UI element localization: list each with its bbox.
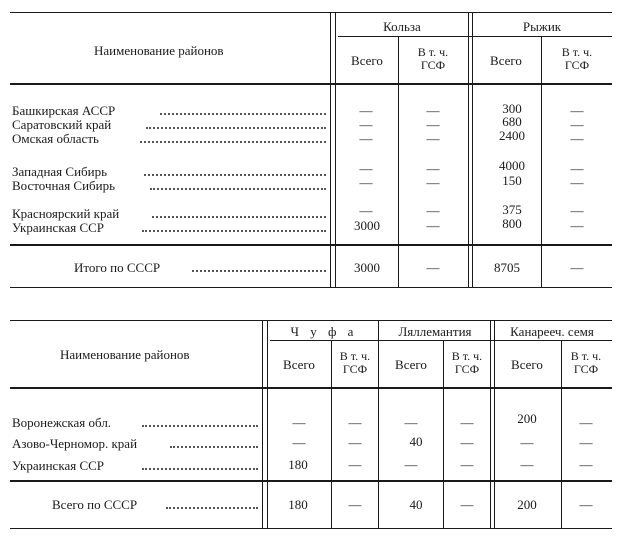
region-name: Саратовский край	[12, 117, 112, 132]
top-rule	[10, 320, 612, 321]
cell-value: —	[359, 203, 373, 218]
total-value: —	[426, 260, 440, 275]
cell-value: —	[359, 161, 373, 176]
cell-value: —	[404, 457, 418, 472]
cell-value: —	[426, 117, 440, 132]
total-value: 200	[517, 497, 537, 512]
group-header-lallemantia: Ляллемантия	[398, 324, 472, 339]
total-value: —	[570, 260, 584, 275]
region-name: Красноярский край	[12, 206, 120, 221]
cell-value: 4000	[499, 158, 525, 173]
dot-leader	[170, 446, 258, 448]
cell-value: —	[579, 457, 593, 472]
cell-value: —	[460, 435, 474, 450]
col-divider	[398, 36, 399, 288]
total-value: —	[579, 497, 593, 512]
cell-value: 150	[502, 173, 522, 188]
cell-value: 2400	[499, 128, 525, 143]
region-name: Башкирская АССР	[12, 103, 116, 118]
total-top-rule	[10, 480, 612, 482]
region-name: Украинская ССР	[12, 458, 105, 473]
col-divider	[494, 320, 495, 529]
cell-value: —	[426, 131, 440, 146]
cell-value: —	[579, 435, 593, 450]
total-value: 40	[409, 497, 423, 512]
total-value: 180	[288, 497, 308, 512]
cell-value: —	[348, 457, 362, 472]
cell-value: —	[520, 457, 534, 472]
cell-value: —	[579, 415, 593, 430]
cell-value: —	[570, 103, 584, 118]
dot-leader	[142, 230, 326, 232]
top-rule	[10, 12, 612, 13]
col-divider	[561, 340, 562, 529]
cell-value: —	[292, 415, 306, 430]
cell-value: —	[348, 435, 362, 450]
cell-value: —	[426, 175, 440, 190]
subheader-gsf: ГСФ	[420, 58, 446, 72]
group-header-ryzhik: Рыжик	[522, 19, 562, 34]
subheader-gsf: ГСФ	[573, 362, 599, 376]
cell-value: —	[460, 415, 474, 430]
cell-value: —	[426, 103, 440, 118]
dot-leader	[166, 507, 258, 509]
dot-leader	[140, 141, 326, 143]
region-column-header: Наименование районов	[60, 347, 190, 362]
dot-leader	[142, 468, 258, 470]
cell-value: 800	[502, 216, 522, 231]
group-sub-rule	[338, 36, 612, 37]
dot-leader	[150, 188, 326, 190]
cell-value: —	[292, 435, 306, 450]
region-name: Воронежская обл.	[12, 415, 112, 430]
region-column-header: Наименование районов	[94, 43, 224, 58]
subheader-total: Всего	[511, 357, 543, 372]
cell-value: —	[426, 218, 440, 233]
cell-value: 3000	[354, 218, 380, 233]
group-header-kolza: Кольза	[383, 19, 421, 34]
col-divider	[378, 320, 379, 529]
cell-value: 200	[517, 411, 537, 426]
col-divider	[468, 12, 469, 288]
header-bottom-rule	[10, 83, 612, 85]
col-divider	[443, 340, 444, 529]
col-divider	[490, 320, 491, 529]
total-value: 3000	[354, 260, 380, 275]
subheader-total: Всего	[283, 357, 315, 372]
subheader-gsf: В т. ч.	[339, 349, 371, 363]
cell-value: —	[520, 435, 534, 450]
cell-value: —	[404, 415, 418, 430]
subheader-gsf: ГСФ	[454, 362, 480, 376]
region-name: Омская область	[12, 131, 99, 146]
cell-value: —	[570, 218, 584, 233]
total-label: Итого по СССР	[74, 260, 161, 275]
subheader-gsf: В т. ч.	[570, 349, 602, 363]
total-bottom-rule	[10, 528, 612, 529]
subheader-gsf: ГСФ	[564, 58, 590, 72]
col-divider	[541, 36, 542, 288]
subheader-gsf: ГСФ	[342, 362, 368, 376]
group-header-canary-seed: Канарееч. семя	[510, 324, 594, 339]
subheader-total: Всего	[351, 53, 383, 68]
region-name: Западная Сибирь	[12, 164, 108, 179]
total-label: Всего по СССР	[52, 497, 138, 512]
cell-value: —	[570, 203, 584, 218]
dot-leader	[146, 127, 326, 129]
cell-value: —	[359, 103, 373, 118]
cell-value: —	[460, 457, 474, 472]
dot-leader	[160, 113, 326, 115]
cell-value: —	[426, 161, 440, 176]
col-divider	[330, 12, 331, 288]
subheader-gsf: В т. ч.	[451, 349, 483, 363]
region-name: Азово-Черномор. край	[12, 436, 138, 451]
cell-value: —	[348, 415, 362, 430]
subheader-total: Всего	[395, 357, 427, 372]
cell-value: —	[570, 175, 584, 190]
dot-leader	[152, 216, 326, 218]
col-divider	[331, 340, 332, 529]
col-divider	[267, 320, 268, 529]
group-header-chufa: Ч у ф а	[290, 324, 358, 339]
total-value: 8705	[494, 260, 520, 275]
cell-value: 680	[502, 114, 522, 129]
total-value: —	[460, 497, 474, 512]
dot-leader	[192, 270, 326, 272]
cell-value: 300	[502, 101, 522, 116]
cell-value: 375	[502, 202, 522, 217]
cell-value: —	[570, 117, 584, 132]
subheader-total: Всего	[490, 53, 522, 68]
cell-value: —	[426, 203, 440, 218]
cell-value: 180	[288, 457, 308, 472]
col-divider	[262, 320, 263, 529]
cell-value: —	[359, 131, 373, 146]
cell-value: —	[359, 175, 373, 190]
col-divider	[335, 12, 336, 288]
cell-value: —	[570, 131, 584, 146]
region-name: Восточная Сибирь	[12, 178, 116, 193]
dot-leader	[144, 174, 326, 176]
cell-value: —	[359, 117, 373, 132]
total-value: —	[348, 497, 362, 512]
dot-leader	[142, 425, 258, 427]
header-bottom-rule	[10, 387, 612, 389]
total-top-rule	[10, 244, 612, 246]
cell-value: 40	[409, 434, 423, 449]
subheader-gsf: В т. ч.	[561, 45, 593, 59]
total-bottom-rule	[10, 287, 612, 288]
subheader-gsf: В т. ч.	[417, 45, 449, 59]
cell-value: —	[570, 161, 584, 176]
col-divider	[472, 12, 473, 288]
region-name: Украинская ССР	[12, 220, 105, 235]
